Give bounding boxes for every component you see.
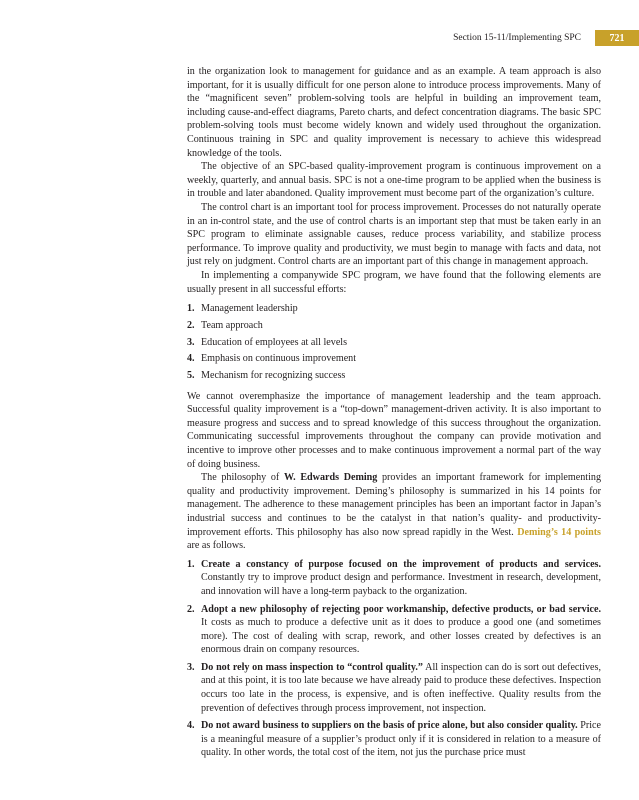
list-item <box>187 301 601 318</box>
list-text: Management leadership <box>201 303 298 315</box>
point-number: 4. <box>187 720 195 732</box>
point-number: 3. <box>187 661 195 673</box>
list-number: 3. <box>187 336 195 348</box>
deming-paragraph <box>187 471 601 553</box>
point-number: 1. <box>187 558 195 570</box>
paragraph: in the organization look to management for guidance and as an example. A team approach is also important, for it is usually difficult for one person alone to introduce process improvements. Many of the “magnificent seven” problem-solving tools are helpful in building an improvement team, including cause-and-effect diagrams, Pareto charts, and defect concentration diagrams. The basic SPC problem-solving tools must become widely known and widely used throughout the organization. Continuous training in SPC and quality improvement is necessary to achieve this widespread knowledge of the tools. <box>187 66 601 159</box>
point-body: All inspection can do is sort out defectives, and at this point, it is too late because we have already paid to produce these defectives. Inspection occurs too late in the process, is expensive, and is often ineffective. Quality results from the prevention of defectives through process improvement, not inspection. <box>201 661 601 714</box>
list-item <box>187 318 601 335</box>
text-run: are as follows. <box>187 540 246 552</box>
list-number: 2. <box>187 319 195 331</box>
paragraph: We cannot overemphasize the importance of management leadership and the team approach. Successful quality improvement is a “top-down” management-driven activity. It is also important to measure progress and success and to spread knowledge of this success throughout the organization. Communicating successful improvements throughout the company can provide motivation and incentive to improve other processes and to make continuous improvement a normal part of the way of doing business. <box>187 390 601 470</box>
section-title: Section 15-11/Implementing SPC <box>453 33 581 43</box>
text-run: provides an important framework for implementing quality and productivity improvement. Deming’s philosophy is summarized in his 14 points for management. The adherence to these management principles has been an important factor in Japan’s industrial success and continues to be the catalyst in that nation’s quality- and productivity-improvement efforts. This philosophy has also now spread rapidly in the West. <box>187 472 601 538</box>
point-title: Do not rely on mass inspection to “control quality.” <box>201 661 423 673</box>
list-item <box>187 368 601 385</box>
list-number: 4. <box>187 353 195 365</box>
success-elements-list <box>187 301 601 385</box>
point-title: Create a constancy of purpose focused on the improvement of products and services. <box>201 558 601 570</box>
deming-point <box>187 603 601 657</box>
point-number: 2. <box>187 603 195 615</box>
point-title: Adopt a new philosophy of rejecting poor workmanship, defective products, or bad service. <box>201 603 601 615</box>
point-body: Price is a meaningful measure of a supplier’s product only if it is considered in relation to a measure of quality. In other words, the total cost of the item, not jus the purchase price must <box>201 720 602 759</box>
text-run: The philosophy of <box>201 472 284 484</box>
paragraph: The objective of an SPC-based quality-improvement program is continuous improvement on a weekly, quarterly, and annual basis. SPC is not a one-time program to be applied when the business is in trouble and later abandoned. Quality improvement must become part of the organization’s culture. <box>187 161 601 200</box>
point-title: Do not award business to suppliers on the basis of price alone, but also consider quality. <box>201 720 578 732</box>
deming-point <box>187 558 601 599</box>
list-item <box>187 351 601 368</box>
list-item <box>187 335 601 352</box>
deming-points-list <box>187 558 601 760</box>
running-header <box>453 30 639 46</box>
deming-point <box>187 719 601 760</box>
paragraph: The control chart is an important tool for process improvement. Processes do not naturally operate in an in-control state, and the use of control charts is an important step that must be taken early in an SPC program to eliminate assignable causes, reduce process variability, and stabilize process performance. To improve quality and productivity, we must begin to manage with facts and data, not just rely on judgment. Control charts are an important part of this change in management approach. <box>187 201 601 268</box>
list-number: 5. <box>187 369 195 381</box>
list-text: Mechanism for recognizing success <box>201 369 346 381</box>
point-body: Constantly try to improve product design and performance. Investment in research, development, and innovation will have a long-term payback to the organization. <box>201 572 601 597</box>
paragraph: In implementing a companywide SPC program, we have found that the following elements are usually present in all successful efforts: <box>187 269 601 295</box>
body-text <box>187 65 601 764</box>
deming-name: W. Edwards Deming <box>283 472 378 484</box>
deming-14-points-term: Deming’s 14 points <box>517 526 601 538</box>
page-number: 721 <box>595 30 639 46</box>
deming-point <box>187 661 601 715</box>
list-text: Education of employees at all levels <box>201 336 348 348</box>
list-text: Emphasis on continuous improvement <box>201 353 357 365</box>
list-text: Team approach <box>201 319 263 331</box>
point-body: It costs as much to produce a defective unit as it does to produce a good one (and sometimes more). The cost of dealing with scrap, rework, and other losses created by defectives is an enormous drain on company resources. <box>201 617 601 656</box>
list-number: 1. <box>187 303 195 315</box>
